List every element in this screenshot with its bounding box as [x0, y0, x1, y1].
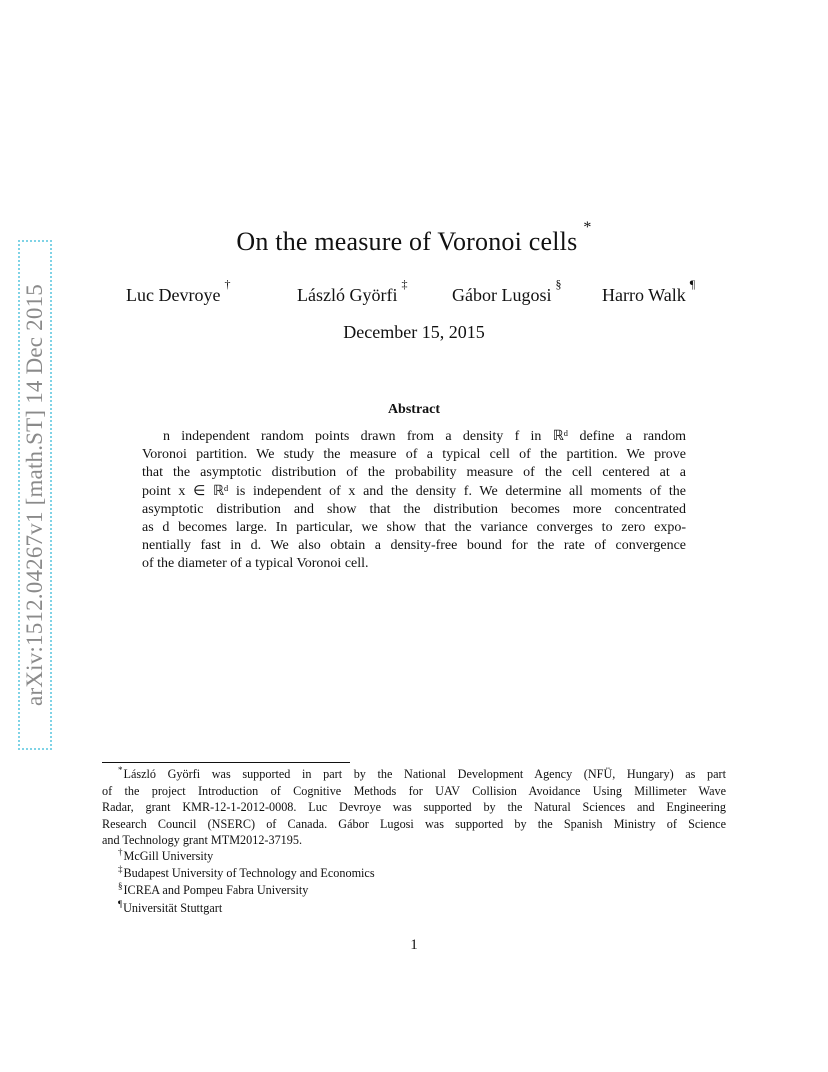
abstract-line: as d becomes large. In particular, we show that the variance converges to zero expo- [142, 520, 686, 536]
page-number: 1 [410, 937, 418, 953]
author-devroye [126, 277, 231, 306]
author-name: Luc Devroye [126, 285, 221, 305]
abstract-line: point x ∈ ℝᵈ is independent of x and the density f. We determine all moments of the [142, 483, 686, 499]
footnote-text: McGill University [123, 849, 214, 864]
abstract-line: of the diameter of a typical Voronoi cell. [142, 556, 369, 572]
affiliation-footnote [102, 865, 726, 882]
footnote-text: László Györfi was supported in part by the National Development Agency (NFÜ, Hungary) as part [123, 767, 726, 781]
author-walk [602, 277, 696, 306]
author-gyorfi [297, 277, 408, 306]
funding-footnote-line: and Technology grant MTM2012-37195. [102, 832, 302, 847]
arxiv-stamp [18, 240, 52, 750]
footnotes [102, 766, 726, 917]
footnote-mark: ¶ [118, 898, 123, 909]
author-name: Harro Walk [602, 285, 686, 305]
footnote-text: ICREA and Pompeu Fabra University [123, 883, 309, 898]
paper-title: On the measure of Voronoi cells [236, 227, 578, 256]
abstract-line: that the asymptotic distribution of the probability measure of the cell centered at a [142, 465, 686, 481]
affiliation-footnote [102, 900, 726, 917]
author-name: László Györfi [297, 285, 398, 305]
author-lugosi [452, 277, 562, 306]
abstract-line: n independent random points drawn from a density f in ℝᵈ define a random [163, 429, 686, 444]
abstract-body [142, 428, 686, 574]
abstract-heading: Abstract [387, 402, 441, 417]
affiliation-footnote [102, 848, 726, 865]
footnote-text: Budapest University of Technology and Economics [123, 866, 375, 881]
author-mark: § [555, 277, 562, 291]
footnote-mark: * [118, 765, 123, 775]
footnote-mark: ‡ [118, 864, 123, 875]
author-mark: † [224, 277, 231, 291]
abstract-line: asymptotic distribution and show that the distribution becomes more concentrated [142, 501, 686, 517]
footnote-mark: † [118, 847, 123, 858]
affiliation-footnote [102, 882, 726, 899]
arxiv-stamp-text: arXiv:1512.04267v1 [math.ST] 14 Dec 2015 [22, 284, 47, 706]
footnote-mark: § [118, 881, 123, 892]
funding-footnote-line: Radar, grant KMR-12-1-2012-0008. Luc Devroye was supported by the Natural Sciences and Engineering [102, 800, 726, 815]
funding-footnote-line [102, 766, 726, 783]
author-list [0, 277, 828, 313]
footnote-text: Universität Stuttgart [123, 900, 223, 915]
funding-footnote-line: of the project Introduction of Cognitive Methods for UAV Collision Avoidance Using Millimeter Wave [102, 784, 726, 799]
footnote-divider [102, 762, 350, 763]
author-mark: ‡ [401, 277, 408, 291]
title-footnote-mark: * [583, 219, 592, 237]
funding-footnote-line: Research Council (NSERC) of Canada. Gábor Lugosi was supported by the Spanish Ministry of Science [102, 816, 726, 831]
author-mark: ¶ [689, 277, 696, 291]
abstract-line: nentially fast in d. We also obtain a density-free bound for the rate of convergence [142, 538, 686, 554]
abstract-line: Voronoi partition. We study the measure of a typical cell of the partition. We prove [142, 447, 686, 463]
paper-date: December 15, 2015 [343, 322, 485, 342]
paper-title-block [0, 219, 828, 257]
author-name: Gábor Lugosi [452, 285, 552, 305]
